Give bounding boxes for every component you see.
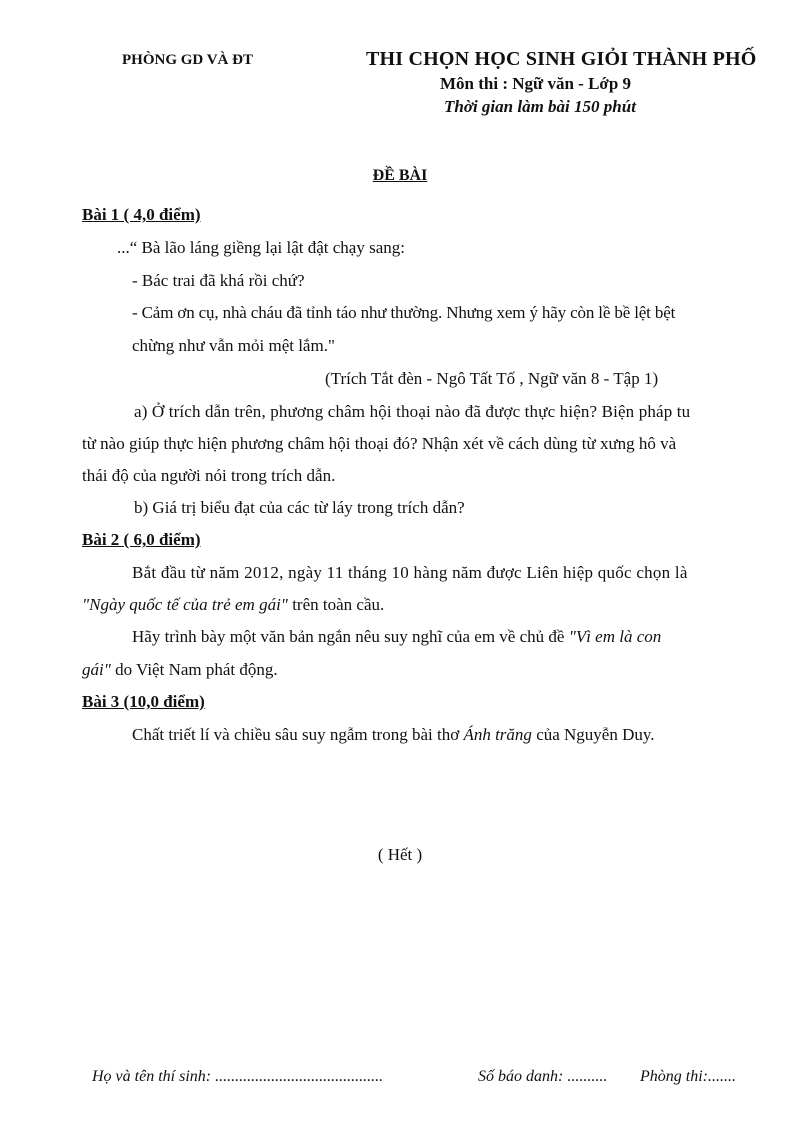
bai1-line-3: - Cảm ơn cụ, nhà cháu đã tỉnh táo như thường. Nhưng xem ý hãy còn lề bề lệt bệt — [132, 303, 676, 322]
bai3-line-end: của Nguyễn Duy. — [531, 725, 655, 744]
footer-candidate-number: Số báo danh: .......... — [478, 1068, 608, 1085]
bai2-p2-line-1-start: Hãy trình bày một văn bản ngắn nêu suy nghĩ của em về chủ đề — [132, 627, 569, 646]
bai1-question-a-line-2: từ nào giúp thực hiện phương châm hội thoại đó? Nhận xét về cách dùng từ xưng hô và — [82, 434, 677, 453]
bai2-p2-line-1 — [132, 627, 661, 647]
footer-candidate-name: Họ và tên thí sinh: .......................................... — [92, 1068, 384, 1085]
bai2-p1-line-2 — [82, 595, 384, 615]
bai1-citation: (Trích Tắt đèn - Ngô Tất Tố , Ngữ văn 8 - Tập 1) — [325, 369, 659, 388]
page-title: ĐỀ BÀI — [372, 167, 428, 184]
bai3-line-start: Chất triết lí và chiều sâu suy ngẫm trong bài thơ — [132, 725, 464, 744]
bai2-heading: Bài 2 ( 6,0 điểm) — [82, 530, 201, 549]
exam-title: THI CHỌN HỌC SINH GIỎI THÀNH PHỐ — [366, 48, 757, 70]
footer-exam-room: Phòng thi:....... — [640, 1068, 736, 1085]
bai2-p2-line-2 — [82, 660, 278, 680]
bai3-poem-title: Ánh trăng — [463, 725, 532, 744]
bai1-line-1: ...“ Bà lão láng giềng lại lật đật chạy sang: — [117, 238, 405, 257]
bai1-line-4: chừng như vẫn mỏi mệt lắm." — [132, 336, 335, 355]
bai2-p1-line-2-rest: trên toàn cầu. — [287, 595, 385, 614]
bai2-p2-line-2-rest: do Việt Nam phát động. — [110, 660, 278, 679]
bai2-quote-topic-start: "Vì em là con — [568, 627, 662, 646]
bai2-p1-line-1: Bắt đầu từ năm 2012, ngày 11 tháng 10 hàng năm được Liên hiệp quốc chọn là — [132, 563, 688, 582]
bai3-line — [132, 725, 655, 745]
bai2-quote-topic-end: gái" — [82, 660, 111, 679]
bai2-quote-girl-day: "Ngày quốc tế của trẻ em gái" — [82, 595, 288, 614]
exam-subject: Môn thi : Ngữ văn - Lớp 9 — [440, 74, 632, 93]
bai1-line-2: - Bác trai đã khá rồi chứ? — [132, 271, 305, 290]
bai1-question-a-line-1: a) Ở trích dẫn trên, phương châm hội thoại nào đã được thực hiện? Biện pháp tu — [134, 402, 691, 421]
bai1-heading: Bài 1 ( 4,0 điểm) — [82, 205, 201, 224]
exam-time: Thời gian làm bài 150 phút — [444, 97, 636, 116]
end-marker: ( Hết ) — [377, 845, 423, 864]
bai1-question-b: b) Giá trị biểu đạt của các từ láy trong trích dẫn? — [134, 498, 465, 517]
bai3-heading: Bài 3 (10,0 điểm) — [82, 692, 205, 711]
department-label: PHÒNG GD VÀ ĐT — [122, 52, 253, 68]
bai1-question-a-line-3: thái độ của người nói trong trích dẫn. — [82, 466, 336, 485]
